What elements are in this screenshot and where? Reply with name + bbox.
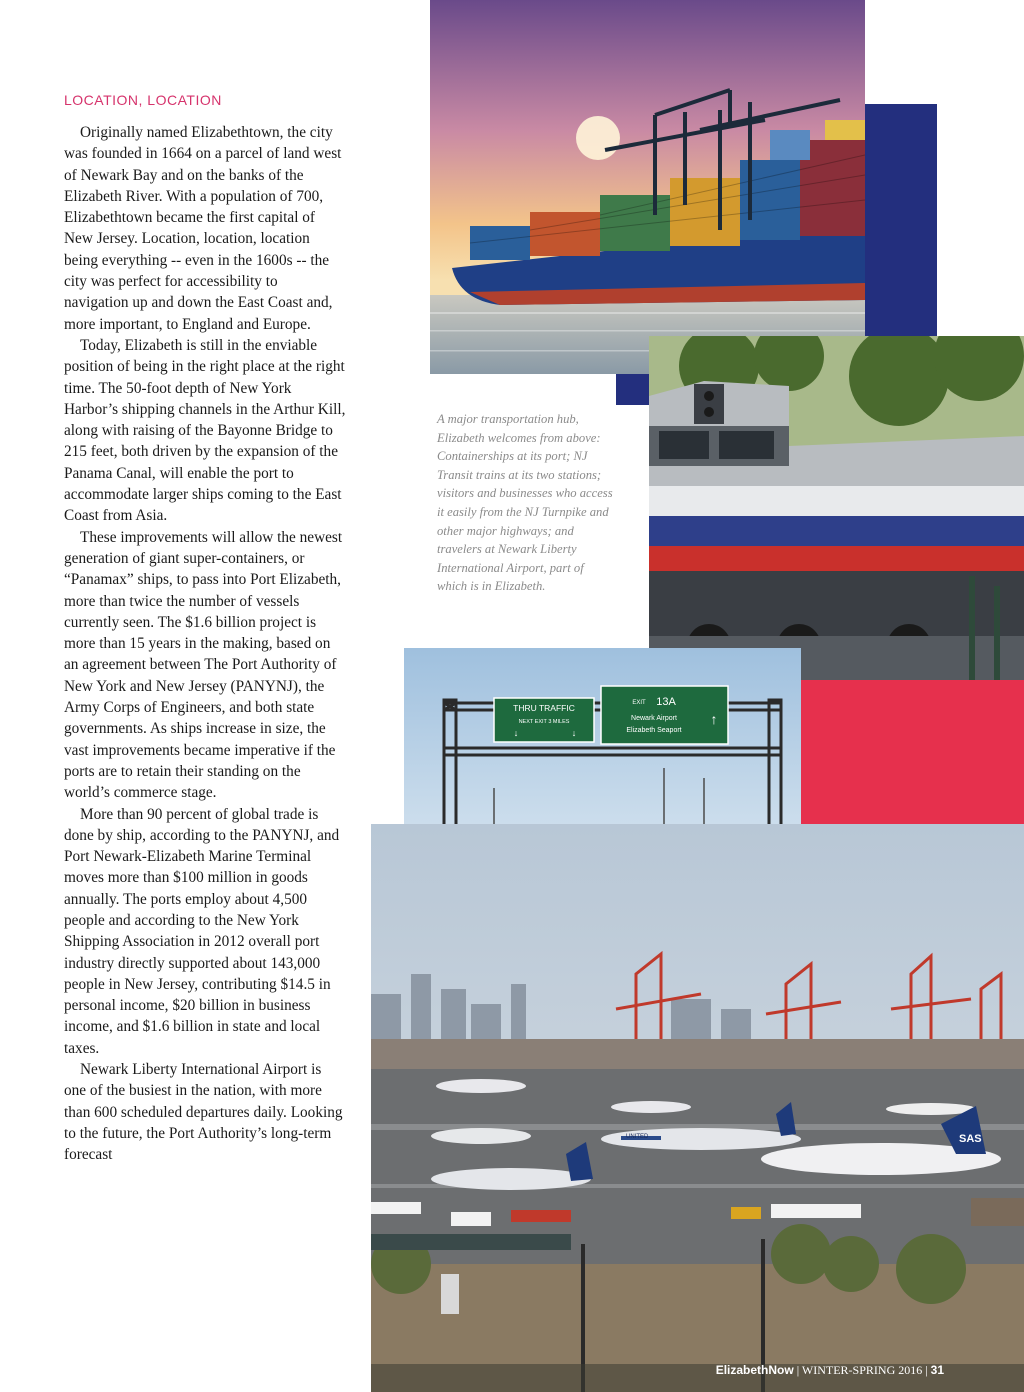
page-footer [716,1363,944,1378]
svg-text:↑: ↑ [710,711,718,727]
section-heading: LOCATION, LOCATION [64,92,222,108]
paragraph: Today, Elizabeth is still in the enviable position of being in the right place at the right time. The 50-foot depth of New York Harbor’s shipping channels in the Arthur Kill, along with raising of the Bayonne Bridge to 215 feet, both driven by the expansion of the Panama Canal, will enable the port to accommodate larger ships coming to the East Coast from Asia. [64,336,346,525]
sign-elizabeth-seaport: Elizabeth Seaport [626,727,682,734]
paragraph: These improvements will allow the newest generation of giant super-containers, or “Panamax” ships, to pass into Port Elizabeth, more than twice the number of vessels currently seen. The $1.6 billion project is more than 15 years in the making, based on an agreement between The Port Authority of New York and New Jersey (PANYNJ), the Army Corps of Engineers, and both state governments. As ships increase in size, the vast improvements became imperative if the ports are to retain their standing on the world’s commerce stage. [64,528,343,802]
sign-exit-label: EXIT [632,700,646,706]
article-body [64,122,346,1166]
magazine-brand: ElizabethNow [715,1363,794,1377]
train-photo [649,336,1024,680]
page-number: 31 [930,1363,944,1377]
footer-separator: | [796,1363,800,1377]
footer-separator: | [925,1363,928,1377]
sas-tail-logo: SAS [959,1133,982,1145]
svg-text:↓: ↓ [513,728,519,738]
airport-photo [371,824,1024,1392]
svg-text:↓: ↓ [571,728,577,738]
issue-label: WINTER-SPRING 2016 [801,1363,923,1377]
photo-caption: A major transportation hub, Elizabeth welcomes from above: Containerships at its port; NJ Transit trains at its two stations; visitors and businesses who access it easily from the NJ Turnpike and other major highways; and travelers at Newark Liberty International Airport, part of which is in Elizabeth. [437,412,613,594]
united-livery-text: UNITED [626,1134,649,1140]
sign-thru-traffic: THRU TRAFFIC [513,703,575,713]
paragraph: Originally named Elizabethtown, the city was founded in 1664 on a parcel of land west of Newark Bay and on the banks of the Elizabeth River. With a population of 700, Elizabethtown became the first capital of New Jersey. Location, location, location being everything -- even in the 1600s -- the city was perfect for accessibility to navigation up and down the East Coast and, more important, to England and Europe. [64,124,342,333]
navy-square-block [616,373,649,405]
sign-newark-airport: Newark Airport [631,715,677,722]
sign-next-exit: NEXT EXIT 3 MILES [518,719,570,725]
paragraph: More than 90 percent of global trade is done by ship, according to the PANYNJ, and Port Newark-Elizabeth Marine Terminal moves more than $100 million in goods annually. The ports employ about 4,500 people and according to the New York Shipping Association in 2012 overall port industry directly supported about 143,000 people in New Jersey, contributing $14.5 in personal income, $20 billion in business income, and $1.6 billion in state and local taxes. [64,805,340,1057]
container-ship-photo [430,0,865,374]
paragraph: Newark Liberty International Airport is one of the busiest in the nation, with more than 600 scheduled departures daily. Looking to the future, the Port Authority’s long-term forecast [64,1061,343,1164]
sign-exit-number: 13A [656,696,676,708]
navy-color-block [865,104,937,338]
red-color-block [801,680,1024,824]
